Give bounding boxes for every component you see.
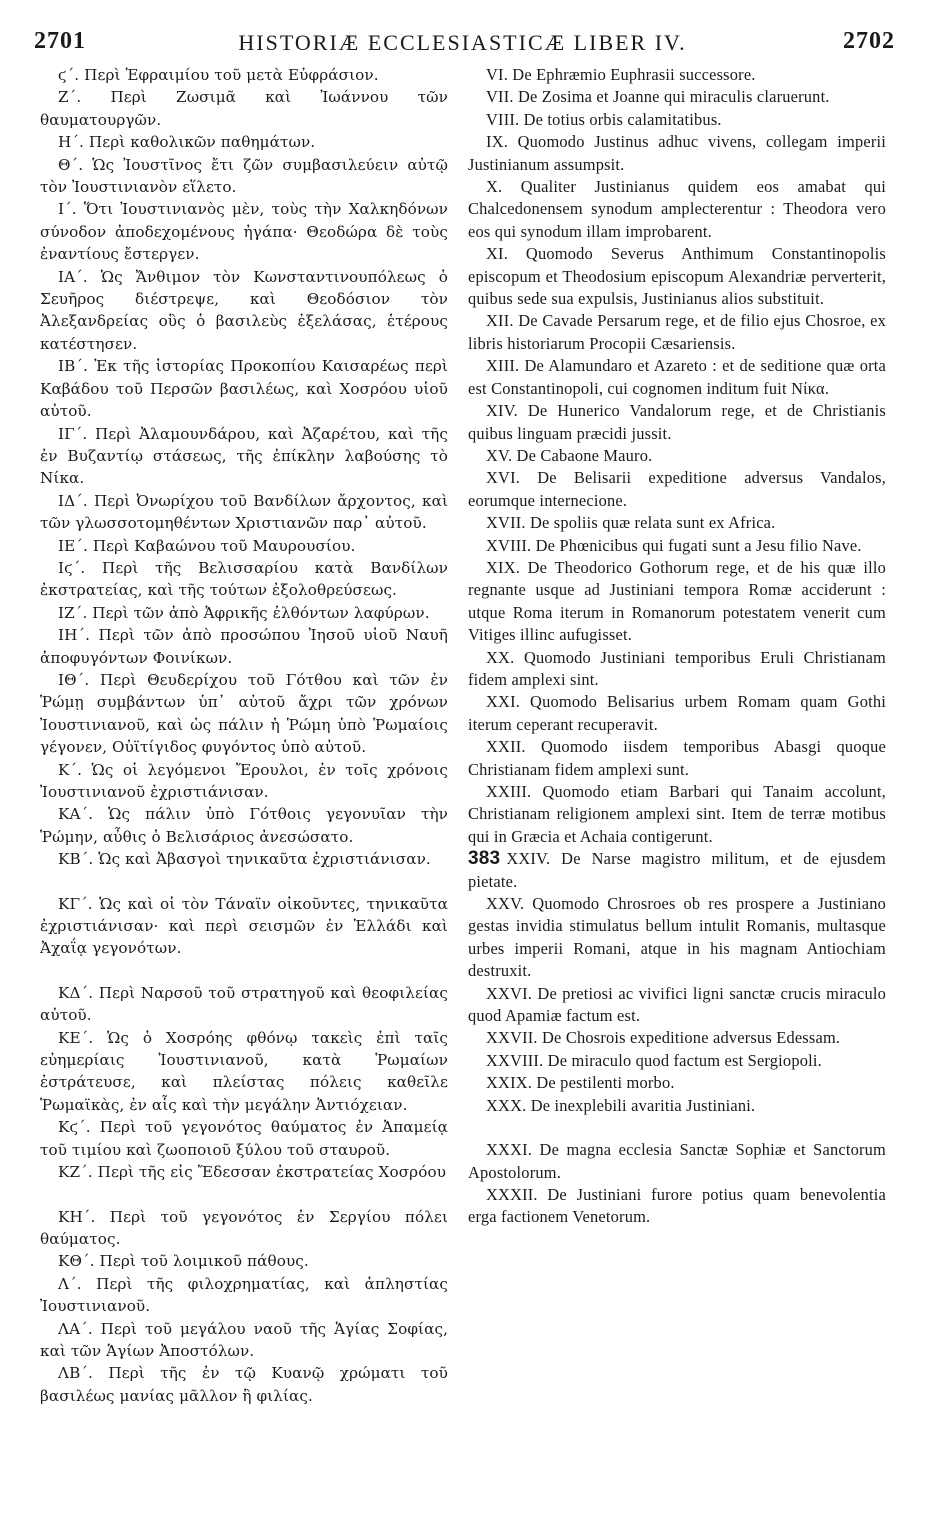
greek-entry-25: ΚΕ΄. Ὡς ὁ Χοσρόης φθόνῳ τακεὶς ἐπὶ ταῖς εὐημερίαις Ἰουστινιανοῦ, κατὰ Ῥωμαίων ἐστράτευσε, καὶ πλείστας πόλεις καθεῖλε Ῥωμαϊκὰς, ἐν αἷς καὶ τὴν μεγάλην Ἀντιόχειαν. [40, 1028, 448, 1114]
latin-entry-26: XXVI. De pretiosi ac vivifici ligni sanctæ crucis miraculo quod Apamiæ factum est. [468, 983, 886, 1026]
greek-entry-14: ΙΔ΄. Περὶ Ὀνωρίχου τοῦ Βανδίλων ἄρχοντος, καὶ τῶν γλωσσοτομηθέντων Χριστιανῶν παρ᾽ αὐτοῦ. [40, 491, 448, 533]
greek-entry-17: ΙΖ΄. Περὶ τῶν ἀπὸ Ἀφρικῆς ἐλθόντων λαφύρων. [58, 603, 430, 622]
greek-entry-18: ΙΗ΄. Περὶ τῶν ἀπὸ προσώπου Ἰησοῦ υἱοῦ Ναυῆ ἀποφυγόντων Φοινίκων. [40, 626, 448, 667]
latin-entry-19: XIX. De Theodorico Gothorum rege, et de his quæ illo regnante usque ad Justiniani tempora Romæ acciderunt : utque Roma iterum in Romanorum potestatem venerit cum Vitiges illinc aufugisset. [468, 557, 886, 645]
latin-entry-28: XXVIII. De miraculo quod factum est Sergiopoli. [486, 1050, 822, 1070]
latin-entry-6: VI. De Ephræmio Euphrasii successore. [486, 65, 756, 84]
latin-entry-27: XXVII. De Chosrois expeditione adversus Edessam. [486, 1028, 841, 1048]
page-number-left: 2701 [34, 28, 86, 54]
latin-entry-16: XVI. De Belisarii expeditione adversus Vandalos, eorumque internecione. [468, 468, 886, 510]
greek-entry-15: ΙΕ΄. Περὶ Καβαώνου τοῦ Μαυρουσίου. [58, 536, 356, 555]
spacer [40, 960, 448, 982]
latin-entry-25: XXV. Quomodo Chrosroes ob res prospere a Justiniano gestas invidia stimulatus bellum intulit Romanis, multasque urbes imperii Romani, atque in his magnam Antiochiam destruxit. [468, 894, 886, 981]
greek-entry-27: ΚΖ΄. Περὶ τῆς εἰς Ἔδεσσαν ἐκστρατείας Χοσρόου [58, 1163, 447, 1182]
latin-entry-10: X. Qualiter Justinianus quidem eos amabat qui Chalcedonensem synodum amplecterentur : Theodora vero eos qui synodum illam improbarent. [468, 177, 886, 241]
latin-entry-12: XII. De Cavade Persarum rege, et de filio ejus Chosroe, ex libris historiarum Procopii Cæsariensis. [468, 311, 886, 353]
greek-entry-29: ΚΘ΄. Περὶ τοῦ λοιμικοῦ πάθους. [58, 1252, 309, 1271]
greek-column [40, 64, 448, 1407]
latin-entry-7: VII. De Zosima et Joanne qui miraculis claruerunt. [486, 87, 830, 107]
greek-entry-26: Κϛ΄. Περὶ τοῦ γεγονότος θαύματος ἐν Ἀπαμείᾳ τοῦ τιμίου καὶ ζωοποιοῦ ξύλου τοῦ σταυροῦ. [40, 1118, 448, 1159]
greek-entry-24: ΚΔ΄. Περὶ Ναρσοῦ τοῦ στρατηγοῦ καὶ θεοφιλείας αὐτοῦ. [40, 983, 448, 1025]
greek-entry-30: Λ΄. Περὶ τῆς φιλοχρηματίας, καὶ ἀπληστίας Ἰουστινιανοῦ. [40, 1274, 448, 1316]
greek-entry-11: ΙΑ΄. Ὡς Ἄνθιμον τὸν Κωνσταντινουπόλεως ὁ Σευῆρος διέστρεψε, καὶ Θεοδόσιον τὸν Ἀλεξανδρείας οὓς ὁ βασιλεὺς ἐξελάσας, ἑτέρους κατέστησεν. [40, 267, 448, 353]
greek-entry-20: Κ΄. Ὡς οἱ λεγόμενοι Ἔρουλοι, ἐν τοῖς χρόνοις Ἰουστινιανοῦ ἐχριστιάνισαν. [40, 760, 448, 801]
latin-entry-13: XIII. De Alamundaro et Azareto : et de seditione quæ orta est Constantinopoli, cui cognomen inditum fuit Νίκα. [468, 356, 886, 398]
spacer [468, 1117, 886, 1139]
latin-entry-20: XX. Quomodo Justiniani temporibus Eruli Christianam fidem amplexi sint. [468, 647, 886, 689]
greek-entry-16: Ιϛ΄. Περὶ τῆς Βελισσαρίου κατὰ Βανδίλων ἐκστρατείας, καὶ τῆς τούτων ἐξολοθρεύσεως. [40, 558, 448, 600]
running-title: HISTORIÆ ECCLESIASTICÆ LIBER IV. [238, 30, 687, 55]
latin-entry-31: XXXI. De magna ecclesia Sanctæ Sophiæ et Sanctorum Apostolorum. [468, 1140, 886, 1182]
spacer [40, 1184, 448, 1206]
latin-entry-23: XXIII. Quomodo etiam Barbari qui Tanaim accolunt, Christianam religionem amplexi sint. Item de terræ motibus qui in Græcia et Achaia contigerunt. [468, 782, 886, 846]
latin-column [468, 64, 886, 1229]
latin-entry-17: XVII. De spoliis quæ relata sunt ex Africa. [486, 513, 776, 533]
greek-entry-23: ΚΓ΄. Ὡς καὶ οἱ τὸν Τάναϊν οἰκοῦντες, τηνικαῦτα ἐχριστιάνισαν· καὶ περὶ σεισμῶν ἐν Ἑλλάδι καὶ Ἀχαΐᾳ γεγονότων. [40, 894, 448, 958]
greek-entry-6: ϛ΄. Περὶ Ἐφραιμίου τοῦ μετὰ Εὐφράσιον. [58, 66, 379, 84]
latin-entry-22: XXII. Quomodo iisdem temporibus Abasgi quoque Christianam fidem amplexi sunt. [468, 737, 886, 779]
greek-entry-9: Θ΄. Ὡς Ἰουστῖνος ἔτι ζῶν συμβασιλεύειν αὐτῷ τὸν Ἰουστινιανὸν εἵλετο. [40, 155, 448, 197]
latin-entry-21: XXI. Quomodo Belisarius urbem Romam quam Gothi iterum ceperant recuperavit. [468, 692, 886, 734]
greek-entry-19: ΙΘ΄. Περὶ Θευδερίχου τοῦ Γότθου καὶ τῶν ἐν Ῥώμῃ συμβάντων ὑπ᾽ αὐτοῦ ἄχρι τῶν χρόνων Ἰουστινιανοῦ, καὶ ὡς πάλιν ἡ Ῥώμη ὑπὸ Ῥωμαίοις γέγονεν, Οὐϊτίγιδος φυγόντος ὑπὸ αὐτοῦ. [40, 670, 448, 757]
latin-entry-8: VIII. De totius orbis calamitatibus. [486, 109, 722, 129]
greek-entry-28: ΚΗ΄. Περὶ τοῦ γεγονότος ἐν Σεργίου πόλει θαύματος. [40, 1207, 448, 1248]
latin-entry-29: XXIX. De pestilenti morbo. [486, 1073, 675, 1093]
spacer [40, 871, 448, 893]
latin-entry-24-text: XXIV. De Narse magistro militum, et de ejusdem pietate. [468, 849, 886, 891]
greek-entry-8: Η΄. Περὶ καθολικῶν παθημάτων. [58, 133, 316, 152]
latin-entry-9: IX. Quomodo Justinus adhuc vivens, collegam imperii Justinianum assumpsit. [468, 132, 886, 174]
page-number-right: 2702 [843, 28, 895, 54]
margin-number: 383 [468, 848, 501, 870]
latin-entry-15: XV. De Cabaone Mauro. [486, 445, 653, 465]
greek-entry-7: Ζ΄. Περὶ Ζωσιμᾶ καὶ Ἰωάννου τῶν θαυματουργῶν. [40, 88, 448, 129]
greek-entry-22: ΚΒ΄. Ὡς καὶ Ἀβασγοὶ τηνικαῦτα ἐχριστιάνισαν. [58, 850, 431, 869]
latin-entry-32: XXXII. De Justiniani furore potius quam benevolentia erga factionem Venetorum. [468, 1184, 886, 1227]
greek-entry-13: ΙΓ΄. Περὶ Ἀλαμουνδάρου, καὶ Ἀζαρέτου, καὶ τῆς ἐν Βυζαντίῳ στάσεως, τῆς ἐπίκλην λαβούσης τὸ Νίκα. [40, 424, 448, 488]
greek-entry-32: ΛΒ΄. Περὶ τῆς ἐν τῷ Κυανῷ χρώματι τοῦ βασιλέως μανίας μᾶλλον ἢ φιλίας. [40, 1364, 448, 1405]
running-header [30, 28, 895, 58]
latin-entry-14: XIV. De Hunerico Vandalorum rege, et de Christianis quibus linguam præcidi jussit. [468, 401, 886, 443]
latin-entry-11: XI. Quomodo Severus Anthimum Constantinopolis episcopum et Theodosium episcopum Alexandriæ perverterit, quibus sede sua expulsis, Justinianus alios substituit. [468, 244, 886, 309]
latin-entry-30: XXX. De inexplebili avaritia Justiniani. [486, 1095, 756, 1115]
greek-entry-12: ΙΒ΄. Ἐκ τῆς ἱστορίας Προκοπίου Καισαρέως περὶ Καβάδου τοῦ Περσῶν βασιλέως, καὶ Χοσρόου υἱοῦ αὐτοῦ. [40, 357, 448, 421]
latin-entry-18: XVIII. De Phœnicibus qui fugati sunt a Jesu filio Nave. [486, 535, 862, 555]
greek-entry-21: ΚΑ΄. Ὡς πάλιν ὑπὸ Γότθοις γεγονυῖαν τὴν Ῥώμην, αὖθις ὁ Βελισάριος ἀνεσώσατο. [40, 805, 448, 846]
greek-entry-31: ΛΑ΄. Περὶ τοῦ μεγάλου ναοῦ τῆς Ἁγίας Σοφίας, καὶ τῶν Ἁγίων Ἀποστόλων. [40, 1319, 448, 1360]
latin-entry-24 [468, 848, 886, 893]
greek-entry-10: Ι΄. Ὅτι Ἰουστινιανὸς μὲν, τοὺς τὴν Χαλκηδόνων σύνοδον ἀποδεχομένους ἠγάπα· Θεοδώρα δὲ τοὺς ἐναντίους ἔστεργεν. [40, 200, 448, 264]
